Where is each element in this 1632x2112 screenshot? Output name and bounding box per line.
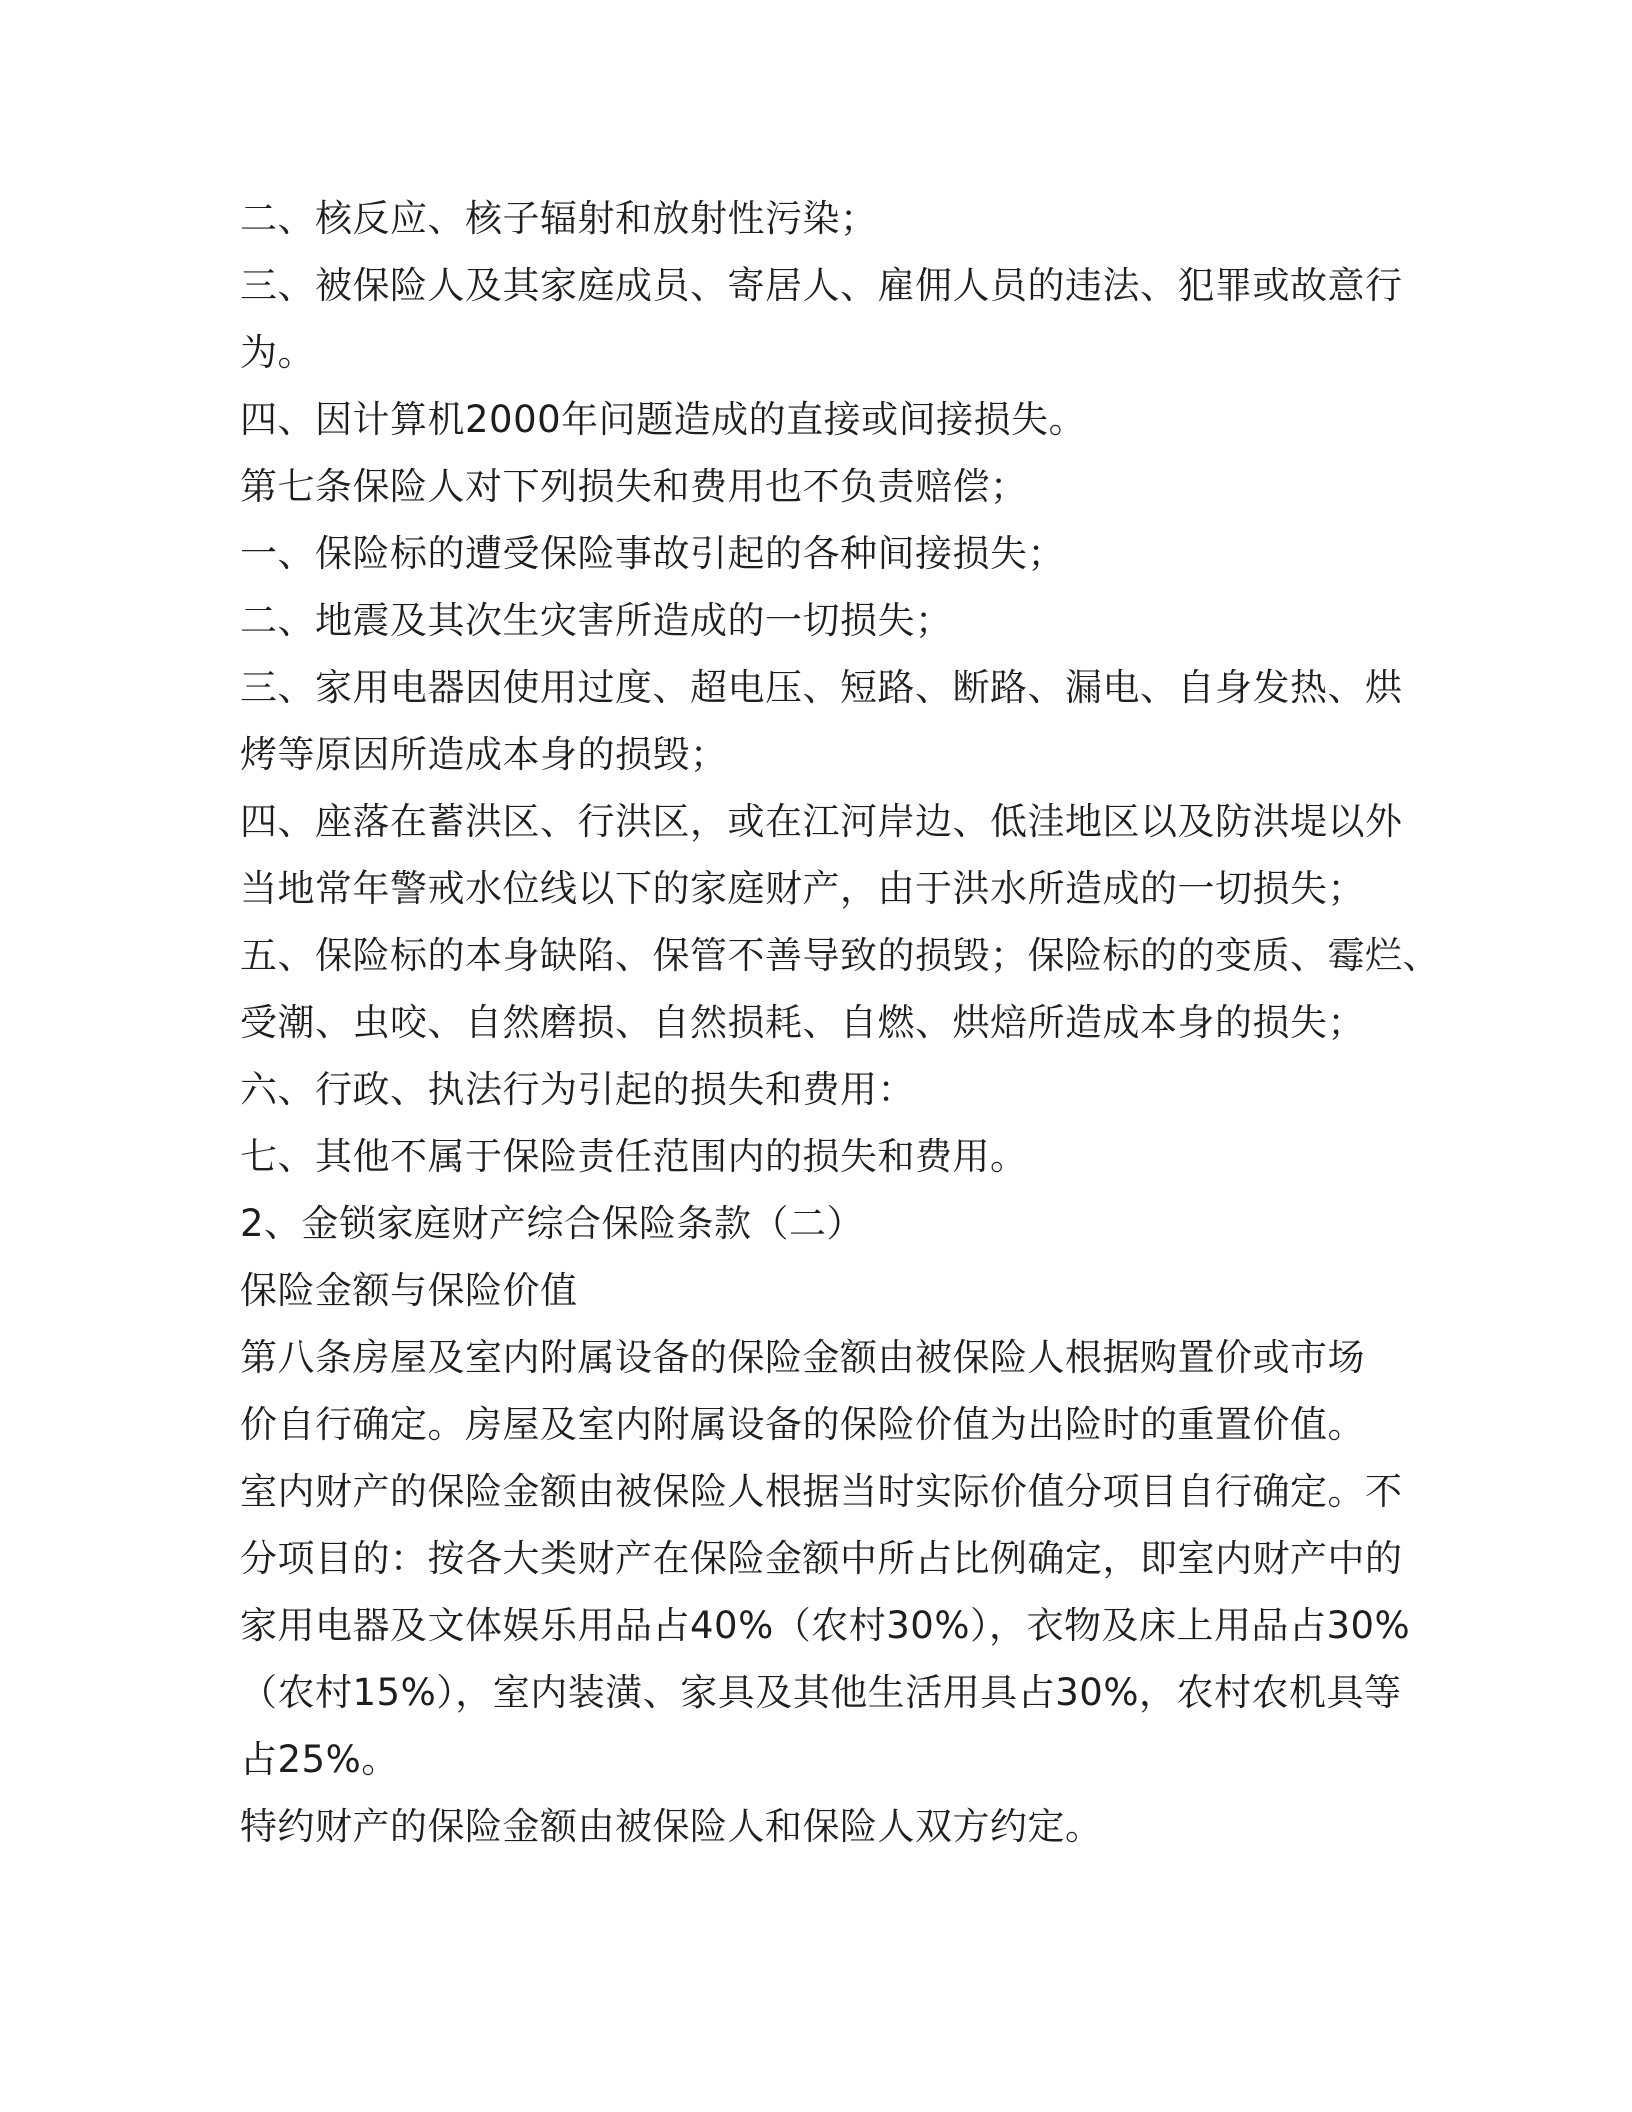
text-line: 六、行政、执法行为引起的损失和费用： bbox=[240, 1068, 915, 1111]
text-line: 七、其他不属于保险责任范围内的损失和费用。 bbox=[240, 1135, 1028, 1178]
document-body bbox=[240, 185, 1440, 1860]
text-line: 三、家用电器因使用过度、超电压、短路、断路、漏电、自身发热、烘 bbox=[240, 666, 1403, 709]
text-line: 受潮、虫咬、自然磨损、自然损耗、自燃、烘焙所造成本身的损失； bbox=[240, 1001, 1365, 1044]
text-line: 四、因计算机2000年问题造成的直接或间接损失。 bbox=[240, 398, 1087, 441]
text-line: 特约财产的保险金额由被保险人和保险人双方约定。 bbox=[240, 1805, 1103, 1848]
text-line: 当地常年警戒水位线以下的家庭财产，由于洪水所造成的一切损失； bbox=[240, 867, 1365, 910]
text-line: 占25%。 bbox=[240, 1738, 399, 1781]
text-line: 二、核反应、核子辐射和放射性污染； bbox=[240, 197, 878, 240]
text-line: 为。 bbox=[240, 331, 315, 374]
text-line: 价自行确定。房屋及室内附属设备的保险价值为出险时的重置价值。 bbox=[240, 1403, 1365, 1446]
text-line: 二、地震及其次生灾害所造成的一切损失； bbox=[240, 599, 953, 642]
text-line: 第八条房屋及室内附属设备的保险金额由被保险人根据购置价或市场 bbox=[240, 1336, 1365, 1379]
text-line: 2、金锁家庭财产综合保险条款（二） bbox=[240, 1202, 865, 1245]
text-line: （农村15%），室内装潢、家具及其他生活用具占30%，农村农机具等 bbox=[240, 1671, 1402, 1714]
text-line: 分项目的：按各大类财产在保险金额中所占比例确定，即室内财产中的 bbox=[240, 1537, 1403, 1580]
text-line: 保险金额与保险价值 bbox=[240, 1269, 578, 1312]
text-line: 四、座落在蓄洪区、行洪区，或在江河岸边、低洼地区以及防洪堤以外 bbox=[240, 800, 1403, 843]
text-line: 室内财产的保险金额由被保险人根据当时实际价值分项目自行确定。不 bbox=[240, 1470, 1403, 1513]
text-line: 烤等原因所造成本身的损毁； bbox=[240, 733, 728, 776]
text-line: 第七条保险人对下列损失和费用也不负责赔偿； bbox=[240, 465, 1028, 508]
text-line: 三、被保险人及其家庭成员、寄居人、雇佣人员的违法、犯罪或故意行 bbox=[240, 264, 1403, 307]
text-line: 家用电器及文体娱乐用品占40%（农村30%），衣物及床上用品占30% bbox=[240, 1604, 1411, 1647]
text-line: 五、保险标的本身缺陷、保管不善导致的损毁；保险标的的变质、霉烂、 bbox=[240, 934, 1440, 977]
text-line: 一、保险标的遭受保险事故引起的各种间接损失； bbox=[240, 532, 1065, 575]
